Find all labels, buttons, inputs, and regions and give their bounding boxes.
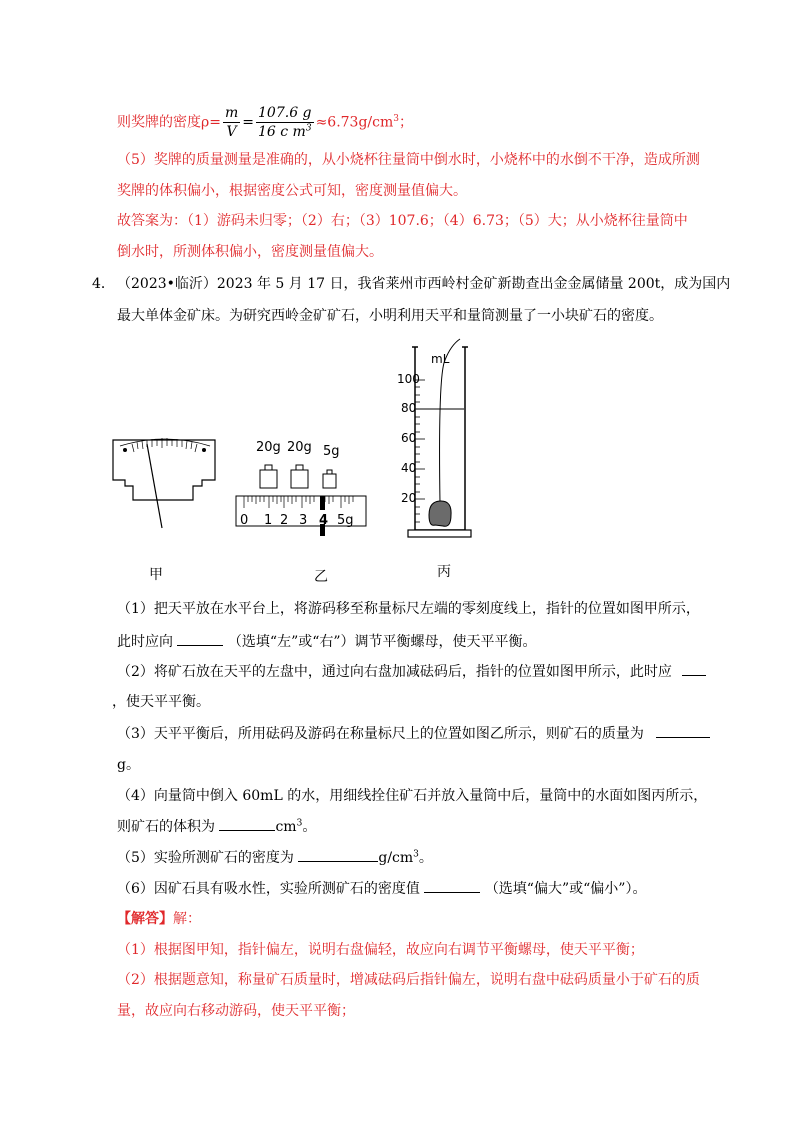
question-number: 4．	[92, 276, 115, 292]
figure-jia-scale	[110, 430, 220, 540]
q2-answer-blank[interactable]	[682, 661, 706, 676]
q3-line1: （3）天平平衡后，所用砝码及游码在称量标尺上的位置如图乙所示，则矿石的质量为	[117, 723, 710, 744]
cylinder-tick-100: 100	[397, 372, 420, 386]
caption-yi: 乙	[314, 569, 328, 585]
cylinder-tick-80: 80	[401, 401, 417, 415]
answer-summary-line1: 故答案为：（1）游码未归零；（2）右；（3）107.6；（4）6.73；（5）大；从小烧杯往量筒中	[117, 213, 688, 229]
weight-label-1: 20g	[256, 440, 281, 455]
ruler-tick-3: 3	[299, 513, 308, 528]
solution-p5-line1: （5）奖牌的质量测量是准确的，从小烧杯往量筒中倒水时，小烧杯中的水倒不干净，造成所测	[117, 152, 700, 168]
ruler-tick-0: 0	[240, 513, 249, 528]
q4-line1: （4）向量筒中倒入 60mL 的水，用细线拴住矿石并放入量筒中后，量筒中的水面如图丙所示，	[117, 788, 708, 804]
question-4-line2: 最大单体金矿床。为研究西岭金矿矿石，小明利用天平和量筒测量了一小块矿石的密度。	[117, 308, 663, 324]
solution-p5-line2: 奖牌的体积偏小，根据密度公式可知，密度测量值偏大。	[117, 183, 467, 199]
answer-1: （1）根据图甲知，指针偏左，说明右盘偏轻，故应向右调节平衡螺母，使天平平衡；	[117, 942, 644, 958]
figure-yi-weights	[255, 462, 345, 492]
q6-answer-blank[interactable]	[424, 878, 480, 893]
q2-line1: （2）将矿石放在天平的左盘中，通过向右盘加减砝码后，指针的位置如图甲所示，此时应	[117, 661, 706, 682]
q2-line2: ，使天平平衡。	[112, 694, 210, 710]
ruler-tick-5g: 5g	[337, 513, 354, 528]
ruler-tick-1: 1	[264, 513, 273, 528]
q4-answer-blank[interactable]	[219, 816, 275, 831]
fraction-m-over-v: $\frac{m}{V}$	[224, 105, 239, 140]
weight-label-3: 5g	[323, 444, 340, 459]
caption-bing: 丙	[437, 564, 451, 580]
q6-line: （6）因矿石具有吸水性，实验所测矿石的密度值 （选填“偏大”或“偏小”）。	[117, 878, 646, 899]
answer-label: 【解答】	[117, 911, 173, 927]
ruler-tick-2: 2	[280, 513, 289, 528]
density-prefix: 则奖牌的密度ρ=	[117, 114, 221, 131]
q1-answer-blank[interactable]	[177, 631, 223, 646]
ruler-tick-4: 4	[319, 513, 329, 528]
q4-line2: 则矿石的体积为 $cm^3$。	[117, 816, 316, 837]
q1-line1: （1）把天平放在水平台上，将游码移至称量标尺左端的零刻度线上，指针的位置如图甲所示，	[117, 601, 700, 617]
q3-answer-blank[interactable]	[656, 723, 710, 738]
answer-2-line1: （2）根据题意知，称量矿石质量时，增减砝码后指针偏左，说明右盘中砝码质量小于矿石的质	[117, 972, 700, 988]
q5-line: （5）实验所测矿石的密度为 $g/cm^3$。	[117, 847, 433, 868]
q5-answer-blank[interactable]	[298, 847, 378, 862]
question-4-line1: 4． （2023•临沂）2023 年 5 月 17 日，我省莱州市西岭村金矿新勘查出金金属储量 200t，成为国内	[92, 276, 731, 292]
q1-line2: 此时应向 （选填“左”或“右”）调节平衡螺母，使天平平衡。	[117, 631, 537, 652]
cylinder-tick-40: 40	[401, 461, 417, 475]
caption-jia: 甲	[149, 567, 163, 583]
cylinder-unit: mL	[431, 352, 450, 366]
density-formula-line: 则奖牌的密度ρ= $\frac{m}{V}$ = $\frac{107.6 g}{16 c m^3}$ $\approx 6.73g/cm^3$；	[117, 105, 413, 140]
weight-label-2: 20g	[287, 440, 312, 455]
cylinder-tick-20: 20	[401, 491, 417, 505]
answer-heading: 【解答】解：	[117, 911, 201, 927]
answer-summary-line2: 倒水时，所测体积偏小，密度测量值偏大。	[117, 244, 383, 260]
fraction-values: $\frac{107.6 g}{16 c m^3}$	[257, 105, 312, 140]
q3-line2: g。	[117, 757, 140, 773]
answer-2-line2: 量，故应向右移动游码，使天平平衡；	[117, 1003, 355, 1019]
cylinder-tick-60: 60	[401, 431, 417, 445]
